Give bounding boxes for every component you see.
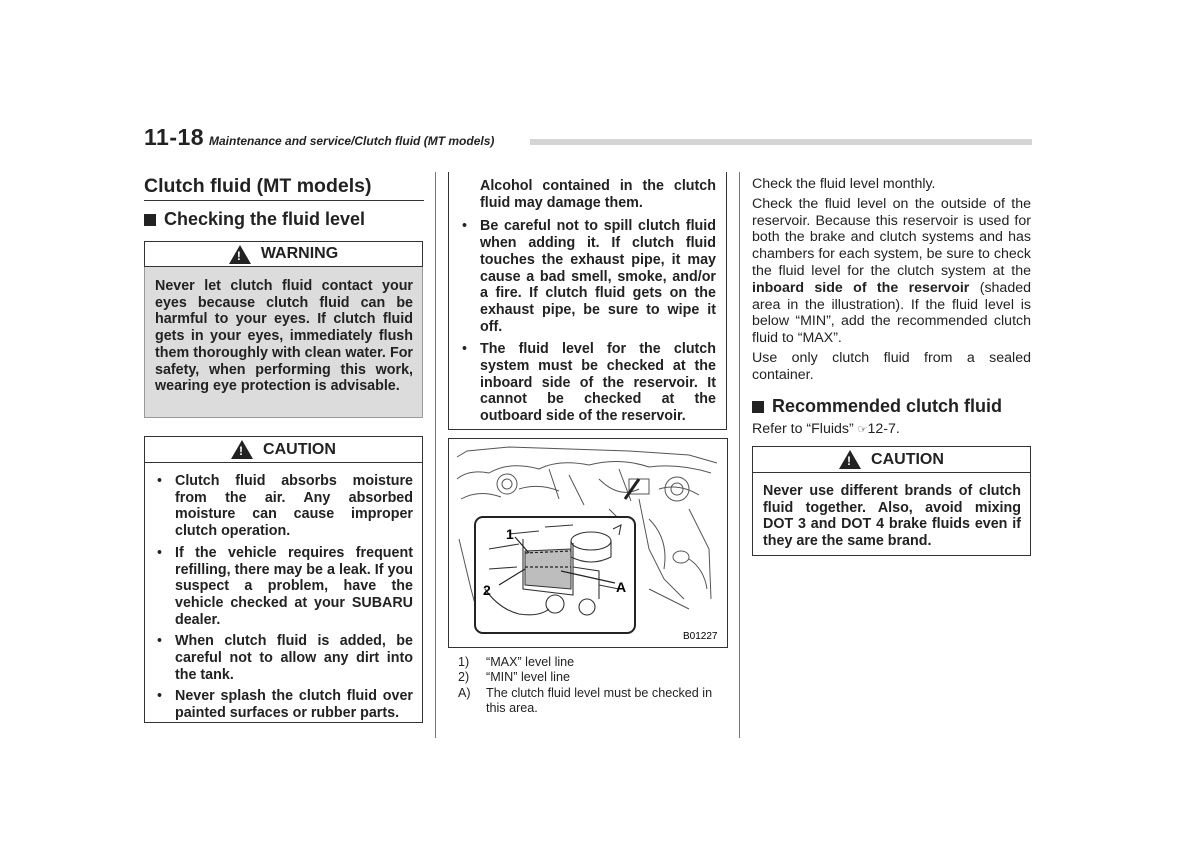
caution-item: • Never splash the clutch fluid over painted surfaces or rubber parts.	[155, 688, 413, 721]
callout-1: 1	[506, 526, 514, 542]
warning-header: ! WARNING	[144, 241, 423, 267]
caution-triangle-icon: !	[839, 450, 861, 469]
title-rule	[144, 200, 424, 201]
warning-box	[144, 267, 423, 418]
refer-line: Refer to “Fluids” ☞12-7.	[752, 421, 900, 437]
caution-item: • The fluid level for the clutch system must be checked at the inboard side of the reservoir. It cannot be checked at the outboard side of the reservoir.	[460, 341, 716, 425]
warning-triangle-icon: !	[229, 245, 251, 264]
caution-header: ! CAUTION	[144, 436, 423, 463]
subheading-recommended: Recommended clutch fluid	[752, 396, 1002, 417]
column-divider	[435, 172, 436, 738]
caution-item: • Clutch fluid absorbs moisture from the air. Any absorbed moisture can cause improper clutch operation.	[155, 473, 413, 540]
figure-legend	[458, 655, 732, 717]
caution-item: • When clutch fluid is added, be careful not to allow any dirt into the tank.	[155, 633, 413, 683]
square-bullet-icon	[752, 401, 764, 413]
section-title: Clutch fluid (MT models)	[144, 175, 372, 197]
hand-pointer-icon: ☞	[857, 424, 868, 436]
engine-illustration	[448, 438, 728, 648]
figure-id: B01227	[683, 631, 718, 642]
warning-text: Never let clutch fluid contact your eyes because clutch fluid can be harmful to your eyes. If clutch fluid gets in your eyes, immediately flush them thoroughly with clean water. For safety, when performing this work, wearing eye protection is advisable.	[155, 278, 413, 395]
caution-triangle-icon: !	[231, 440, 253, 459]
section-header: Maintenance and service/Clutch fluid (MT models)	[209, 134, 495, 148]
caution-box	[144, 463, 423, 723]
legend-item: A) The clutch fluid level must be checked in this area.	[458, 685, 713, 716]
caution-item: • Be careful not to spill clutch fluid when adding it. If clutch fluid touches the exhaust pipe, it may cause a bad smell, smoke, and/or a fire. If clutch fluid gets on the exhaust pipe, be sure to wipe it off.	[460, 218, 716, 335]
caution-box-2	[752, 473, 1031, 556]
caution-box-continued	[448, 172, 727, 430]
callout-2: 2	[483, 582, 491, 598]
callout-a: A	[616, 579, 627, 595]
paragraph: Use only clutch fluid from a sealed container.	[752, 349, 1031, 383]
square-bullet-icon	[144, 214, 156, 226]
caution-continued-text: Alcohol contained in the clutch fluid may damage them.	[480, 178, 716, 211]
column-divider	[739, 172, 740, 738]
caution-text: Never use different brands of clutch fluid together. Also, avoid mixing DOT 3 and DOT 4 brake fluids even if they are the same brand.	[763, 483, 1021, 550]
page-number: 11-18	[144, 124, 205, 150]
column3-text	[752, 176, 1031, 384]
paragraph: Check the fluid level monthly.	[752, 176, 936, 192]
caution-header-2: ! CAUTION	[752, 446, 1031, 473]
reservoir-diagram	[449, 439, 727, 647]
legend-item: 1) “MAX” level line	[458, 655, 575, 669]
subheading-checking: Checking the fluid level	[144, 209, 365, 230]
caution-item: • If the vehicle requires frequent refilling, there may be a leak. If you suspect a problem, have the vehicle checked at your SUBARU dealer.	[155, 545, 413, 629]
paragraph: Check the fluid level on the outside of the reservoir. Because this reservoir is used for both the brake and clutch systems and has chambers for each system, be sure to check the fluid level for the clutch system at the inboard side of the reservoir (shaded area in the illustration). If the fluid level is below “MIN”, add the recommended clutch fluid to “MAX”.	[752, 195, 1031, 347]
legend-item: 2) “MIN” level line	[458, 670, 570, 685]
